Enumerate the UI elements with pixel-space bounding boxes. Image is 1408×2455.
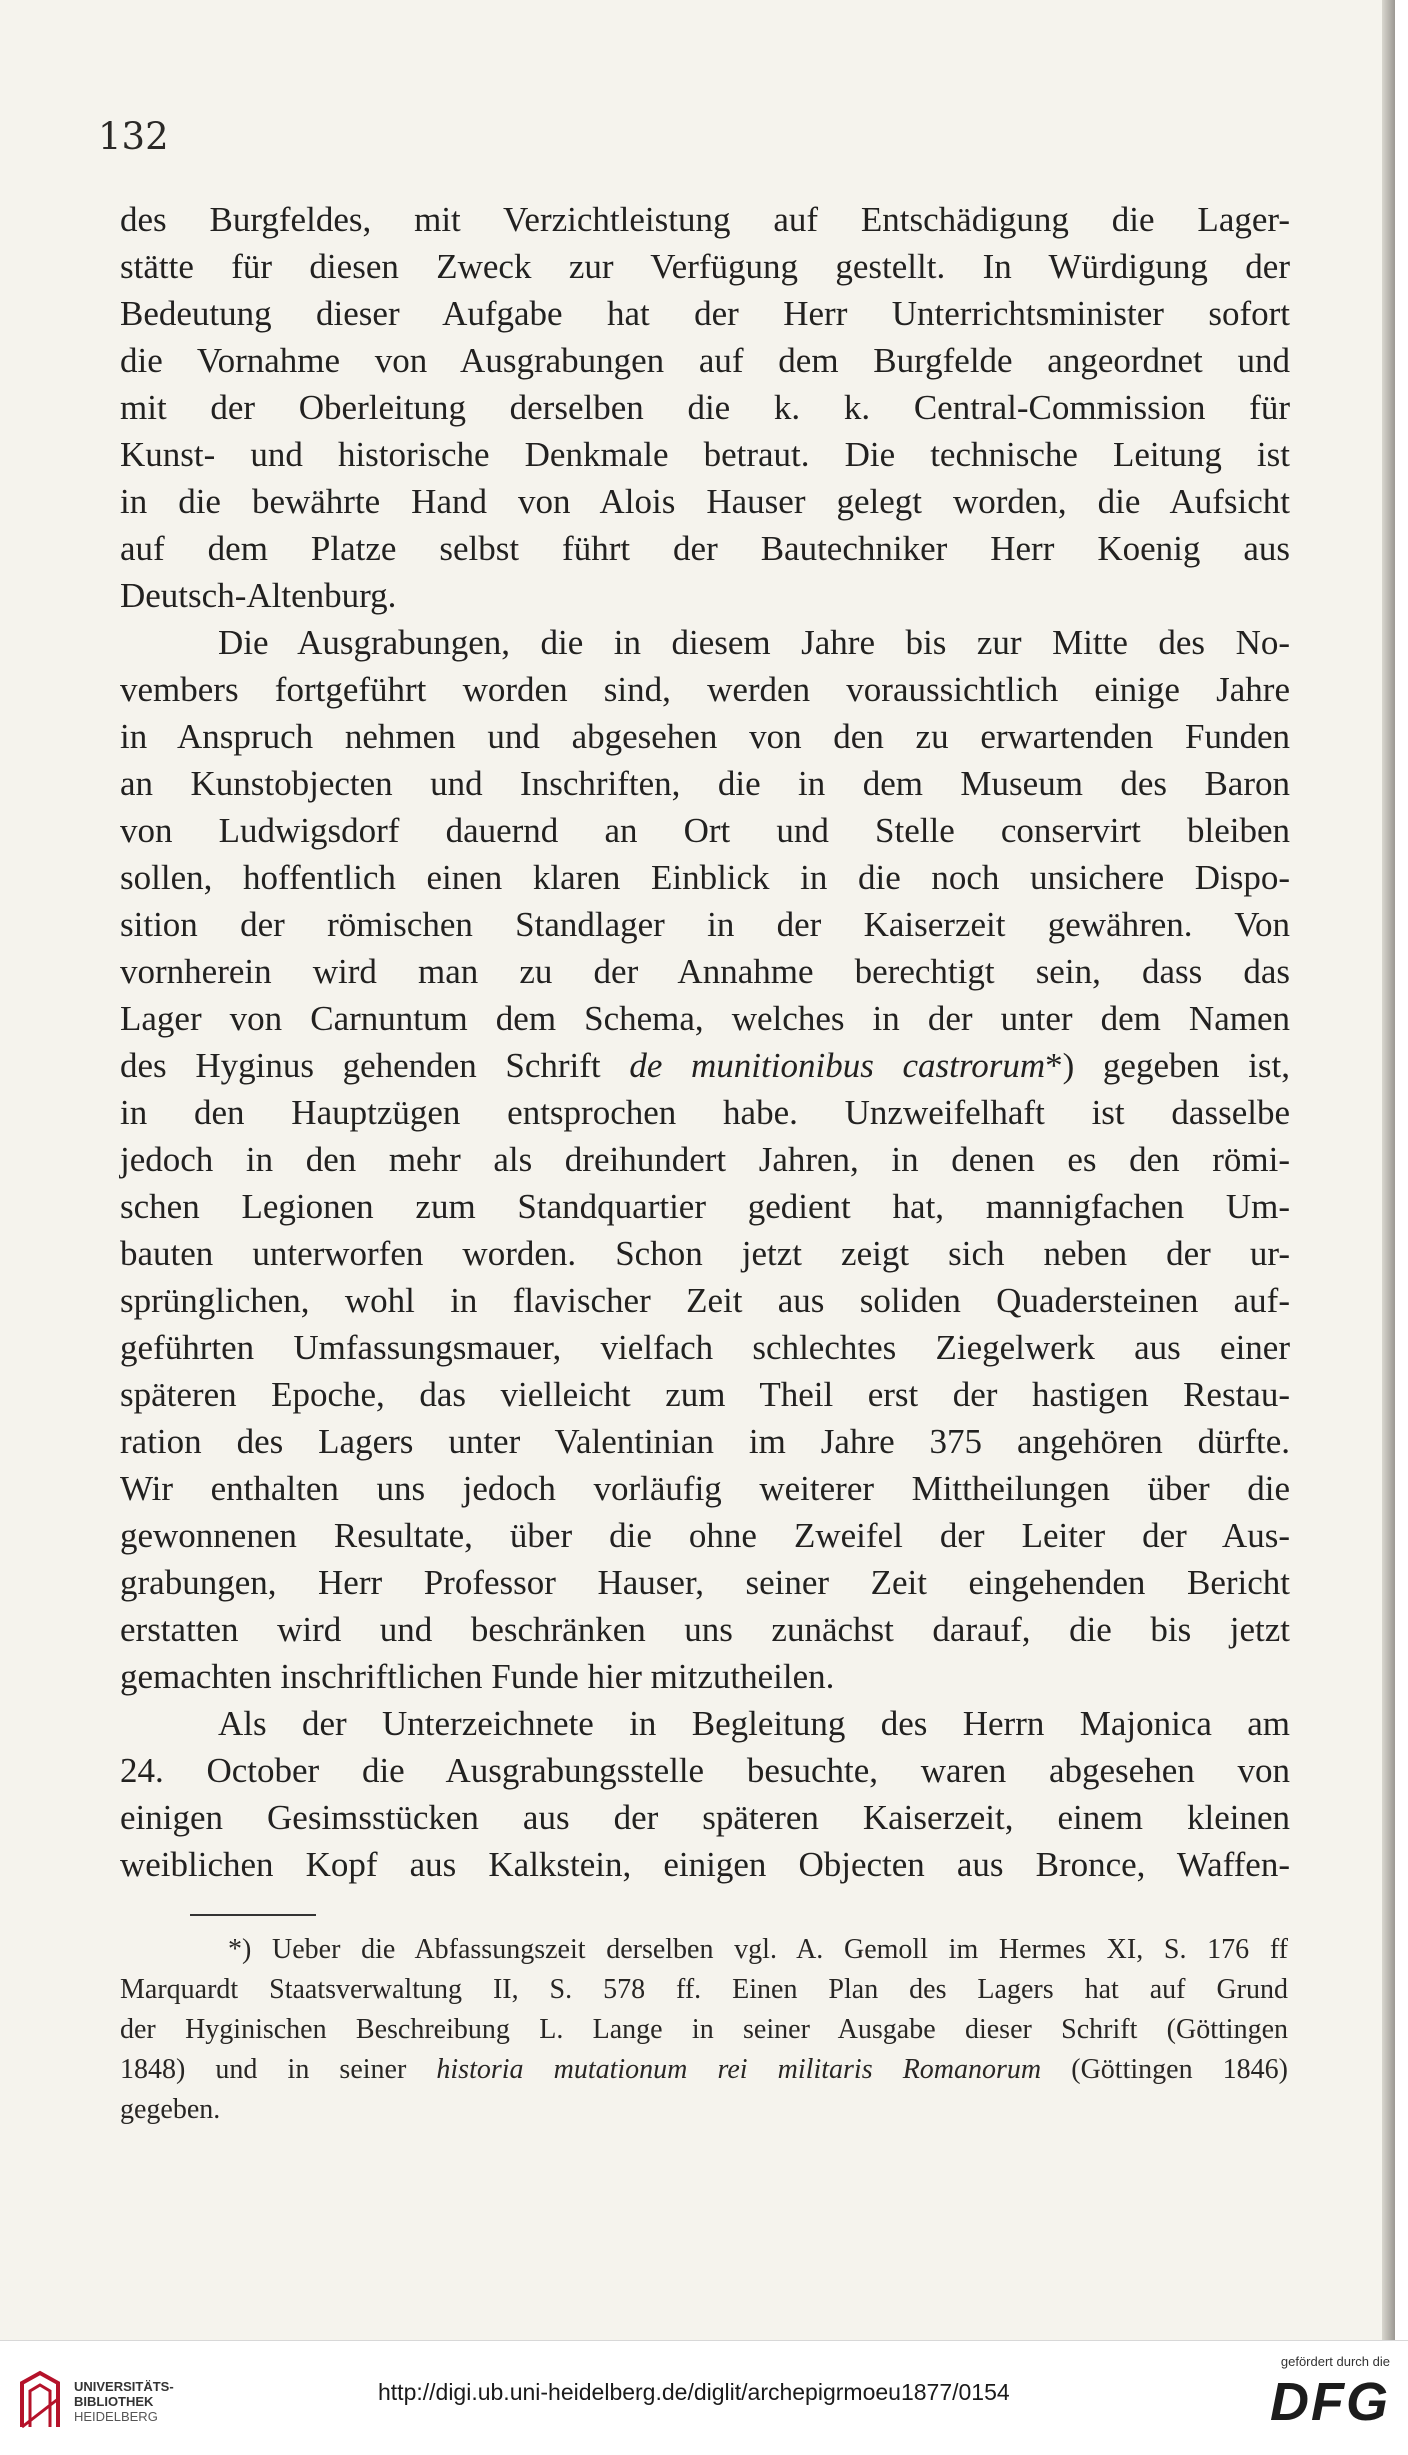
text-line: einigen Gesimsstücken aus der späteren Kaiserzeit, einem kleinen [120, 1798, 1290, 1837]
text-line: des Burgfeldes, mit Verzichtleistung auf Entschädigung die Lager- [120, 200, 1290, 239]
text-segment: 1848) und in seiner [120, 2054, 407, 2085]
text-line: geführten Umfassungsmauer, vielfach schlechtes Ziegelwerk aus einer [120, 1328, 1290, 1367]
text-line: die Vornahme von Ausgrabungen auf dem Burgfelde angeordnet und [120, 341, 1290, 380]
text-line: Lager von Carnuntum dem Schema, welches in der unter dem Namen [120, 999, 1290, 1038]
footnote-line: Marquardt Staatsverwaltung II, S. 578 ff. Einen Plan des Lagers hat auf Grund [120, 1974, 1288, 2005]
text-line: sition der römischen Standlager in der Kaiserzeit gewähren. Von [120, 905, 1290, 944]
italic-title: historia mutationum rei militaris Romanorum [436, 2054, 1042, 2085]
library-line: UNIVERSITÄTS- [74, 2379, 174, 2394]
library-line: BIBLIOTHEK [74, 2394, 154, 2409]
library-line: HEIDELBERG [74, 2409, 158, 2424]
text-line: bauten unterworfen worden. Schon jetzt zeigt sich neben der ur- [120, 1234, 1290, 1273]
funding-note: gefördert durch die [1280, 2354, 1390, 2369]
text-line: späteren Epoche, das vielleicht zum Theil erst der hastigen Restau- [120, 1375, 1290, 1414]
text-line: gewonnenen Resultate, über die ohne Zweifel der Leiter der Aus- [120, 1516, 1290, 1555]
viewer-footer [0, 2340, 1408, 2455]
text-line: vembers fortgeführt worden sind, werden voraussichtlich einige Jahre [120, 670, 1290, 709]
text-line: weiblichen Kopf aus Kalkstein, einigen Objecten aus Bronce, Waffen- [120, 1845, 1290, 1884]
text-line: stätte für diesen Zweck zur Verfügung gestellt. In Würdigung der [120, 247, 1290, 286]
text-line: in die bewährte Hand von Alois Hauser gelegt worden, die Aufsicht [120, 482, 1290, 521]
text-segment: *) gegeben ist, [1045, 1046, 1291, 1085]
text-line: in Anspruch nehmen und abgesehen von den zu erwartenden Funden [120, 717, 1290, 756]
text-line: Wir enthalten uns jedoch vorläufig weiterer Mittheilungen über die [120, 1469, 1290, 1508]
footnote-line: *) Ueber die Abfassungszeit derselben vgl. A. Gemoll im Hermes XI, S. 176 ff [228, 1934, 1288, 1965]
funding-credit [1240, 2353, 1390, 2432]
footnote-line-with-italic [120, 2050, 1288, 2090]
text-line: vornherein wird man zu der Annahme berechtigt sein, dass das [120, 952, 1290, 991]
text-line: Die Ausgrabungen, die in diesem Jahre bis zur Mitte des No- [218, 623, 1290, 662]
text-line: auf dem Platze selbst führt der Bautechniker Herr Koenig aus [120, 529, 1290, 568]
text-line: erstatten wird und beschränken uns zunächst darauf, die bis jetzt [120, 1610, 1290, 1649]
text-line: von Ludwigsdorf dauernd an Ort und Stelle conservirt bleiben [120, 811, 1290, 850]
text-line: Kunst- und historische Denkmale betraut. Die technische Leitung ist [120, 435, 1290, 474]
text-segment: (Göttingen 1846) [1071, 2054, 1289, 2085]
page-edge-shadow [1382, 0, 1395, 2340]
text-line: in den Hauptzügen entsprochen habe. Unzweifelhaft ist dasselbe [120, 1093, 1290, 1132]
university-logo-icon [14, 2369, 66, 2429]
footnote-line: gegeben. [120, 2094, 221, 2125]
text-line: sollen, hoffentlich einen klaren Einblick in die noch unsichere Dispo- [120, 858, 1290, 897]
text-line: Als der Unterzeichnete in Begleitung des Herrn Majonica am [218, 1704, 1290, 1743]
text-line: jedoch in den mehr als dreihundert Jahren, in denen es den römi- [120, 1140, 1290, 1179]
body-text [120, 196, 1290, 1888]
dfg-logo: DFG [1270, 2372, 1390, 2432]
text-line: Deutsch-Altenburg. [120, 576, 397, 615]
text-line: sprünglichen, wohl in flavischer Zeit aus soliden Quadersteinen auf- [120, 1281, 1290, 1320]
italic-title: de munitionibus castrorum [629, 1046, 1046, 1085]
text-line-with-italic [120, 1042, 1290, 1089]
text-line: gemachten inschriftlichen Funde hier mitzutheilen. [120, 1657, 835, 1696]
footnote [120, 1930, 1288, 2130]
footnote-divider [190, 1914, 316, 1916]
text-line: grabungen, Herr Professor Hauser, seiner Zeit eingehenden Bericht [120, 1563, 1290, 1602]
text-segment: des Hyginus gehenden Schrift [120, 1046, 601, 1085]
text-line: ration des Lagers unter Valentinian im Jahre 375 angehören dürfte. [120, 1422, 1290, 1461]
text-line: 24. October die Ausgrabungsstelle besuchte, waren abgesehen von [120, 1751, 1290, 1790]
footnote-line: der Hyginischen Beschreibung L. Lange in seiner Ausgabe dieser Schrift (Göttingen [120, 2014, 1288, 2045]
text-line: Bedeutung dieser Aufgabe hat der Herr Unterrichtsminister sofort [120, 294, 1290, 333]
university-library-name [74, 2379, 174, 2424]
permalink-url[interactable]: http://digi.ub.uni-heidelberg.de/diglit/archepigrmoeu1877/0154 [378, 2379, 1010, 2405]
text-line: an Kunstobjecten und Inschriften, die in dem Museum des Baron [120, 764, 1290, 803]
page-number: 132 [98, 115, 169, 158]
text-line: schen Legionen zum Standquartier gedient hat, mannigfachen Um- [120, 1187, 1290, 1226]
text-line: mit der Oberleitung derselben die k. k. Central-Commission für [120, 388, 1290, 427]
